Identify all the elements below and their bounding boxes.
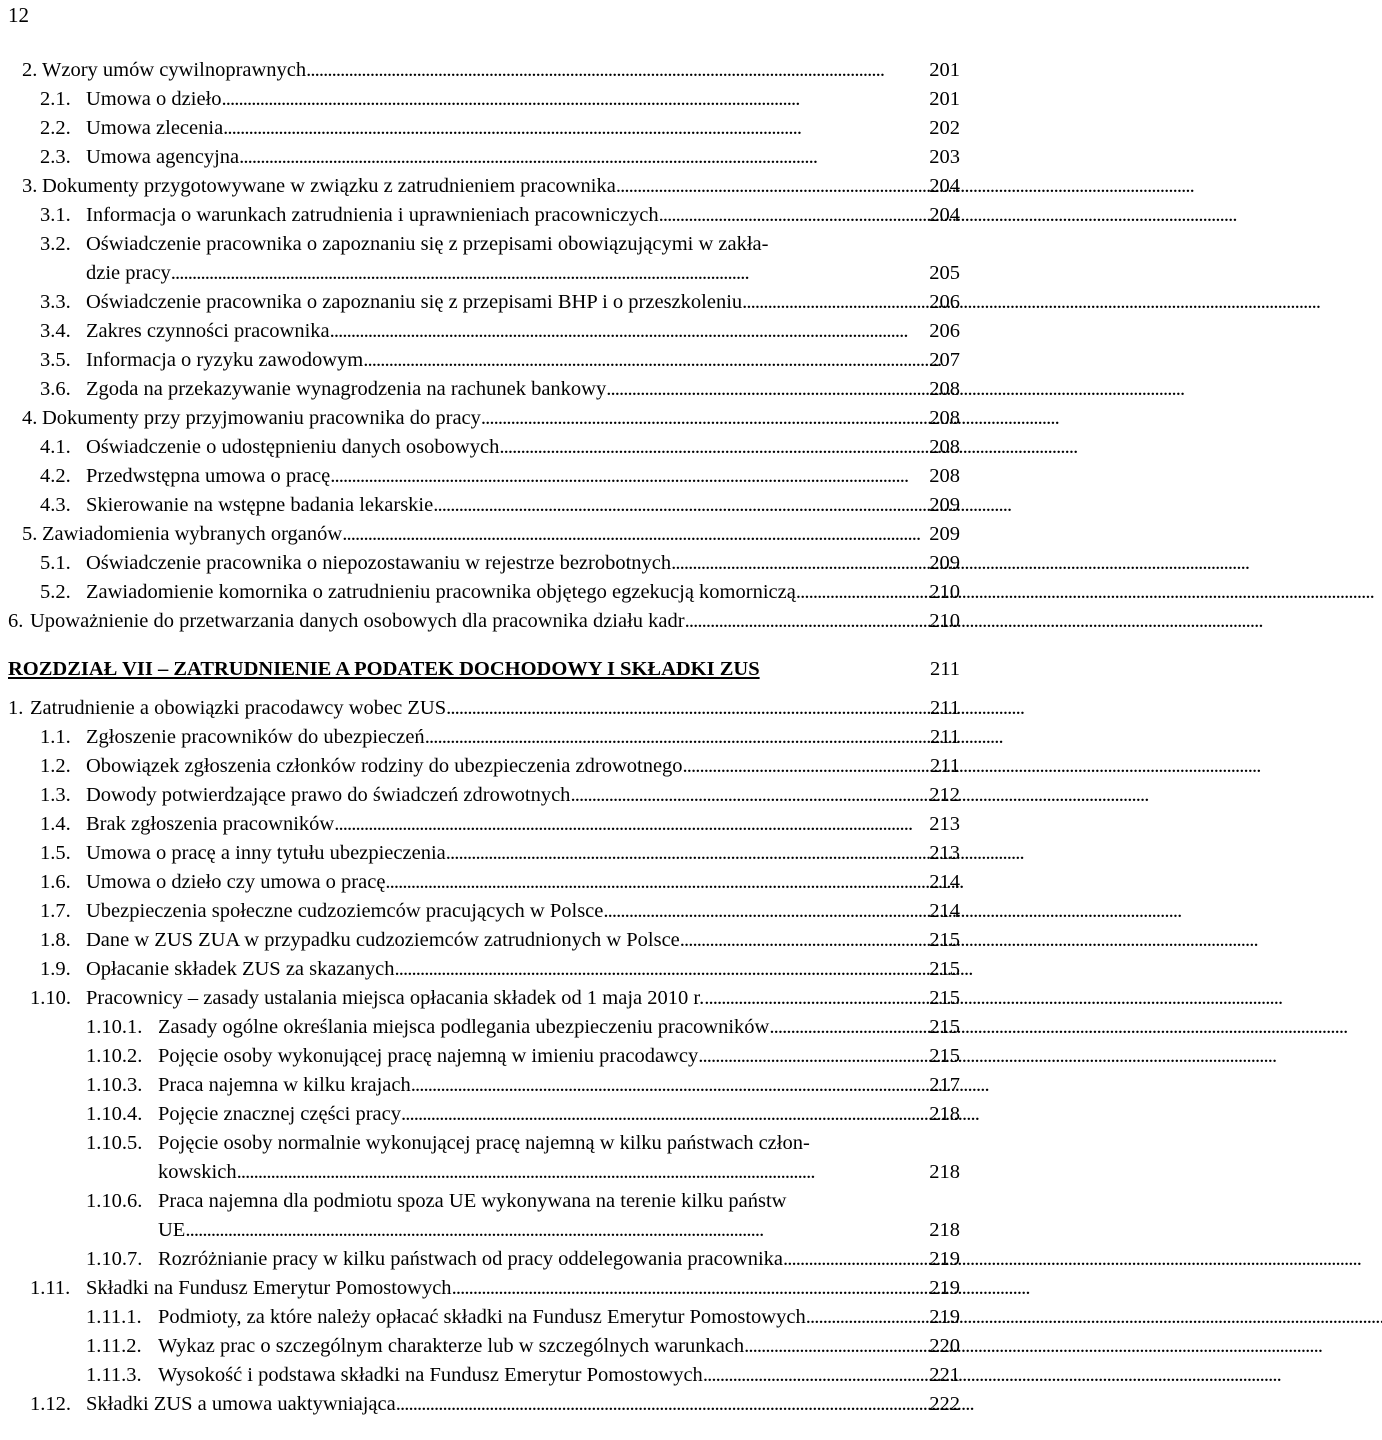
toc-entry-page: 218 <box>929 1219 960 1241</box>
toc-entry-title: Pojęcie znacznej części pracy <box>158 1103 401 1125</box>
toc-entry-number: 1.10.7. <box>86 1248 143 1270</box>
toc-entry-number: 5. <box>22 523 38 545</box>
toc-entry-page: 214 <box>929 900 960 922</box>
toc-entry[interactable] <box>0 1013 960 1042</box>
dot-leader <box>239 143 920 172</box>
toc-entry-body <box>158 1361 920 1390</box>
toc-entry-body <box>158 1158 920 1187</box>
toc-entry-page: 222 <box>929 1393 960 1415</box>
toc-entry-page: 207 <box>929 349 960 371</box>
toc-entry[interactable] <box>0 1361 960 1390</box>
toc-entry[interactable] <box>0 839 960 868</box>
toc-entry-number: 3.5. <box>40 349 71 371</box>
toc-entry[interactable] <box>0 1216 960 1245</box>
toc-entry[interactable] <box>0 1187 960 1216</box>
toc-entry-number: 3. <box>22 175 38 197</box>
toc-entry-body <box>158 1332 920 1361</box>
toc-entry-number: 1.2. <box>40 755 71 777</box>
toc-entry-body <box>86 491 920 520</box>
dot-leader <box>342 520 920 549</box>
toc-entry-page: 201 <box>929 59 960 81</box>
toc-entry-body <box>158 1129 920 1158</box>
toc-entry-title: Rozróżnianie pracy w kilku państwach od pracy oddelegowania pracownika <box>158 1248 784 1270</box>
toc-entry-title: Pojęcie osoby normalnie wykonującej pracę najemną w kilku państwach człon- <box>158 1132 810 1154</box>
dot-leader <box>742 288 1318 317</box>
dot-leader <box>334 810 920 839</box>
toc-entry-number: 2. <box>22 59 38 81</box>
toc-entry-number: 1.12. <box>30 1393 71 1415</box>
toc-entry-body <box>158 1100 920 1129</box>
toc-entry[interactable] <box>0 1303 960 1332</box>
toc-entry-number: 5.1. <box>40 552 71 574</box>
toc-entry[interactable] <box>0 955 960 984</box>
toc-entry-body <box>86 897 920 926</box>
toc-entry[interactable] <box>0 114 960 143</box>
toc-entry[interactable] <box>0 810 960 839</box>
dot-leader <box>185 1216 920 1245</box>
dot-leader <box>481 404 1057 433</box>
toc-entry-body <box>86 839 920 868</box>
toc-entry-number: 4. <box>22 407 38 429</box>
toc-entry-number: 1.10.4. <box>86 1103 143 1125</box>
dot-leader <box>606 375 1182 404</box>
toc-section-b <box>0 694 960 1419</box>
toc-entry-page: 210 <box>929 581 960 603</box>
toc-entry[interactable] <box>0 404 960 433</box>
toc-entry-title: kowskich <box>158 1161 237 1183</box>
toc-entry-body <box>42 172 920 201</box>
toc-entry-body <box>158 1303 920 1332</box>
toc-entry-number: 1.10.1. <box>86 1016 143 1038</box>
toc-entry-page: 213 <box>929 813 960 835</box>
toc-entry[interactable] <box>0 375 960 404</box>
toc-entry-page: 209 <box>929 552 960 574</box>
dot-leader <box>796 578 1372 607</box>
toc-entry-page: 208 <box>929 436 960 458</box>
dot-leader <box>783 1245 1359 1274</box>
toc-entry-title: Oświadczenie pracownika o zapoznaniu się z przepisami BHP i o przeszkoleniu <box>86 291 743 313</box>
toc-entry-number: 1.7. <box>40 900 71 922</box>
toc-entry-title: Wzory umów cywilnoprawnych <box>42 59 307 81</box>
toc-entry-title: Zatrudnienie a obowiązki pracodawcy wobec ZUS <box>30 697 447 719</box>
toc-entry-page: 211 <box>930 755 960 777</box>
toc-entry-number: 1.9. <box>40 958 71 980</box>
toc-entry[interactable] <box>0 1071 960 1100</box>
toc-entry-body <box>158 1187 920 1216</box>
toc-entry[interactable] <box>0 1100 960 1129</box>
toc-entry-page: 215 <box>929 987 960 1009</box>
toc-entry-body <box>42 404 920 433</box>
toc-entry[interactable] <box>0 578 960 607</box>
toc-entry-body <box>86 578 920 607</box>
toc-entry[interactable] <box>0 520 960 549</box>
toc-entry-title: Wysokość i podstawa składki na Fundusz Emerytur Pomostowych <box>158 1364 703 1386</box>
toc-entry-body <box>158 1245 920 1274</box>
toc-entry-page: 219 <box>929 1277 960 1299</box>
toc-entry[interactable] <box>0 926 960 955</box>
toc-entry[interactable] <box>0 1042 960 1071</box>
toc-entry-number: 2.2. <box>40 117 71 139</box>
dot-leader <box>683 752 1259 781</box>
toc-entry-title: Opłacanie składek ZUS za skazanych <box>86 958 395 980</box>
toc-entry-page: 213 <box>929 842 960 864</box>
toc-entry-page: 219 <box>929 1248 960 1270</box>
toc-entry[interactable] <box>0 984 960 1013</box>
toc-entry[interactable] <box>0 230 960 259</box>
toc-entry-title: Dokumenty przy przyjmowaniu pracownika do pracy <box>42 407 481 429</box>
toc-entry-page: 205 <box>929 262 960 284</box>
toc-entry-number: 1.10. <box>30 987 71 1009</box>
toc-entry-page: 203 <box>929 146 960 168</box>
toc-entry-title: Ubezpieczenia społeczne cudzoziemców pracujących w Polsce <box>86 900 604 922</box>
toc-entry-body <box>158 1216 920 1245</box>
dot-leader <box>395 955 971 984</box>
toc-entry-body <box>30 607 920 636</box>
toc-entry-body <box>86 752 920 781</box>
dot-leader <box>396 1390 972 1419</box>
toc-entry-number: 2.1. <box>40 88 71 110</box>
toc-entry-title: UE <box>158 1219 186 1241</box>
toc-entry-page: 206 <box>929 320 960 342</box>
toc-entry-title: Zakres czynności pracownika <box>86 320 330 342</box>
toc-entry[interactable] <box>0 607 960 636</box>
dot-leader <box>704 984 1280 1013</box>
toc-entry-page: 215 <box>929 1016 960 1038</box>
toc-entry-title: Upoważnienie do przetwarzania danych osobowych dla pracownika działu kadr <box>30 610 685 632</box>
toc-entry-number: 1.3. <box>40 784 71 806</box>
toc-entry-number: 1.10.2. <box>86 1045 143 1067</box>
toc-entry-body <box>42 56 920 85</box>
toc-entry-title: Zgoda na przekazywanie wynagrodzenia na rachunek bankowy <box>86 378 607 400</box>
page-number: 12 <box>8 3 29 27</box>
toc-entry-body <box>86 984 920 1013</box>
toc-entry[interactable] <box>0 288 960 317</box>
toc-entry-body <box>86 346 920 375</box>
toc-entry-title: Informacja o warunkach zatrudnienia i uprawnieniach pracowniczych <box>86 204 659 226</box>
dot-leader <box>603 897 1179 926</box>
chapter-page: 211 <box>930 658 960 680</box>
dot-leader <box>680 926 1256 955</box>
toc-entry-number: 1.11.3. <box>86 1364 142 1386</box>
toc-entry[interactable] <box>0 1245 960 1274</box>
toc-entry[interactable] <box>0 781 960 810</box>
toc-entry-number: 4.2. <box>40 465 71 487</box>
dot-leader <box>401 1100 977 1129</box>
toc-entry[interactable] <box>0 1129 960 1158</box>
toc-entry-number: 1.5. <box>40 842 71 864</box>
dot-leader <box>425 723 1001 752</box>
dot-leader <box>411 1071 987 1100</box>
toc-entry-body <box>158 1013 920 1042</box>
toc-entry-page: 210 <box>929 610 960 632</box>
toc-entry-number: 1.10.3. <box>86 1074 143 1096</box>
toc-entry-body <box>86 201 920 230</box>
toc-entry-page: 209 <box>929 523 960 545</box>
toc-entry-title: Dokumenty przygotowywane w związku z zatrudnieniem pracownika <box>42 175 616 197</box>
toc-entry[interactable] <box>0 85 960 114</box>
toc-entry-page: 209 <box>929 494 960 516</box>
toc-entry[interactable] <box>0 433 960 462</box>
toc-entry-title: Podmioty, za które należy opłacać składki na Fundusz Emerytur Pomostowych <box>158 1306 806 1328</box>
toc-section-a <box>0 56 960 636</box>
toc-entry-number: 3.3. <box>40 291 71 313</box>
chapter-heading[interactable] <box>0 655 960 684</box>
table-of-contents <box>0 56 960 1419</box>
toc-entry-number: 6. <box>8 610 24 632</box>
dot-leader <box>744 1332 1320 1361</box>
toc-entry-title: Umowa o dzieło czy umowa o pracę <box>86 871 386 893</box>
toc-entry-body <box>86 230 920 259</box>
toc-entry-title: Umowa agencyjna <box>86 146 240 168</box>
dot-leader <box>222 85 921 114</box>
toc-entry-page: 204 <box>929 175 960 197</box>
toc-entry-title: Przedwstępna umowa o pracę <box>86 465 331 487</box>
toc-entry-title: Zawiadomienie komornika o zatrudnieniu pracownika objętego egzekucją komorniczą <box>86 581 796 603</box>
toc-entry-number: 3.1. <box>40 204 71 226</box>
toc-entry-body <box>86 259 920 288</box>
dot-leader <box>769 1013 1345 1042</box>
toc-entry[interactable] <box>0 172 960 201</box>
toc-entry-body <box>42 520 920 549</box>
dot-leader <box>685 607 1261 636</box>
toc-entry-title: Umowa o pracę a inny tytułu ubezpieczenia <box>86 842 446 864</box>
dot-leader <box>616 172 1192 201</box>
toc-entry[interactable] <box>0 1158 960 1187</box>
toc-entry-body <box>86 955 920 984</box>
toc-entry-title: Dane w ZUS ZUA w przypadku cudzoziemców zatrudnionych w Polsce <box>86 929 680 951</box>
toc-entry-body <box>86 317 920 346</box>
toc-entry-title: Zasady ogólne określania miejsca podlegania ubezpieczeniu pracowników <box>158 1016 770 1038</box>
toc-entry-title: Składki ZUS a umowa uaktywniająca <box>86 1393 396 1415</box>
toc-entry-page: 208 <box>929 378 960 400</box>
toc-entry-page: 211 <box>930 697 960 719</box>
toc-entry-body <box>86 549 920 578</box>
dot-leader <box>698 1042 1274 1071</box>
toc-entry[interactable] <box>0 868 960 897</box>
chapter-title: ROZDZIAŁ VII – ZATRUDNIENIE A PODATEK DOCHODOWY I SKŁADKI ZUS <box>8 658 760 680</box>
toc-entry-body <box>86 288 920 317</box>
toc-entry-number: 1.11.1. <box>86 1306 142 1328</box>
dot-leader <box>330 317 920 346</box>
toc-entry-body <box>86 1390 920 1419</box>
toc-entry-number: 1.6. <box>40 871 71 893</box>
toc-entry-title: Brak zgłoszenia pracowników <box>86 813 335 835</box>
toc-entry-title: Oświadczenie pracownika o zapoznaniu się z przepisami obowiązującymi w zakła- <box>86 233 769 255</box>
toc-entry[interactable] <box>0 346 960 375</box>
toc-entry[interactable] <box>0 56 960 85</box>
toc-entry-page: 202 <box>929 117 960 139</box>
toc-entry-title: Zawiadomienia wybranych organów <box>42 523 343 545</box>
toc-entry-title: Oświadczenie pracownika o niepozostawaniu w rejestrze bezrobotnych <box>86 552 672 574</box>
toc-entry-number: 1. <box>8 697 24 719</box>
toc-entry-body <box>86 1274 920 1303</box>
toc-entry[interactable] <box>0 694 960 723</box>
toc-entry-page: 220 <box>929 1335 960 1357</box>
toc-entry[interactable] <box>0 1274 960 1303</box>
toc-entry-title: Praca najemna dla podmiotu spoza UE wykonywana na terenie kilku państw <box>158 1190 787 1212</box>
toc-entry-page: 215 <box>929 929 960 951</box>
toc-entry-body <box>158 1071 920 1100</box>
toc-entry-title: Umowa zlecenia <box>86 117 224 139</box>
toc-entry-page: 206 <box>929 291 960 313</box>
toc-entry-page: 218 <box>929 1103 960 1125</box>
toc-entry[interactable] <box>0 462 960 491</box>
toc-entry[interactable] <box>0 1332 960 1361</box>
dot-leader <box>237 1158 920 1187</box>
toc-entry-body <box>86 85 920 114</box>
toc-entry-page: 211 <box>930 726 960 748</box>
toc-entry-number: 1.11.2. <box>86 1335 142 1357</box>
toc-entry[interactable] <box>0 317 960 346</box>
toc-entry-number: 1.8. <box>40 929 71 951</box>
toc-entry-number: 3.4. <box>40 320 71 342</box>
toc-entry-body <box>86 781 920 810</box>
dot-leader <box>703 1361 1279 1390</box>
toc-entry-page: 215 <box>929 958 960 980</box>
dot-leader <box>223 114 920 143</box>
toc-entry-page: 214 <box>929 871 960 893</box>
dot-leader <box>363 346 939 375</box>
toc-entry-page: 215 <box>929 1045 960 1067</box>
toc-entry-page: 212 <box>929 784 960 806</box>
toc-entry-number: 4.3. <box>40 494 71 516</box>
toc-entry-body <box>86 723 920 752</box>
toc-entry-title: Pojęcie osoby wykonującej pracę najemną w imieniu pracodawcy <box>158 1045 699 1067</box>
toc-entry[interactable] <box>0 143 960 172</box>
toc-entry-number: 5.2. <box>40 581 71 603</box>
toc-entry-title: Praca najemna w kilku krajach <box>158 1074 411 1096</box>
toc-entry[interactable] <box>0 897 960 926</box>
toc-entry[interactable] <box>0 549 960 578</box>
toc-entry-number: 4.1. <box>40 436 71 458</box>
toc-entry-title: Obowiązek zgłoszenia członków rodziny do ubezpieczenia zdrowotnego <box>86 755 683 777</box>
toc-entry[interactable] <box>0 259 960 288</box>
toc-entry-page: 218 <box>929 1161 960 1183</box>
toc-entry-body <box>86 810 920 839</box>
toc-entry-page: 221 <box>929 1364 960 1386</box>
dot-leader <box>806 1303 1382 1332</box>
toc-entry-page: 201 <box>929 88 960 110</box>
toc-entry[interactable] <box>0 723 960 752</box>
toc-entry-number: 1.1. <box>40 726 71 748</box>
toc-entry-number: 1.10.5. <box>86 1132 143 1154</box>
toc-entry-body <box>158 1042 920 1071</box>
dot-leader <box>570 781 1146 810</box>
toc-entry-number: 3.2. <box>40 233 71 255</box>
toc-entry-page: 217 <box>929 1074 960 1096</box>
toc-entry-body <box>86 143 920 172</box>
toc-entry-title: Skierowanie na wstępne badania lekarskie <box>86 494 434 516</box>
dot-leader <box>330 462 920 491</box>
toc-entry-page: 219 <box>929 1306 960 1328</box>
toc-entry-number: 3.6. <box>40 378 71 400</box>
toc-entry-title: Oświadczenie o udostępnieniu danych osobowych <box>86 436 500 458</box>
dot-leader <box>385 868 961 897</box>
toc-entry-body <box>86 375 920 404</box>
dot-leader <box>171 259 920 288</box>
dot-leader <box>306 56 920 85</box>
toc-entry-page: 204 <box>929 204 960 226</box>
toc-entry-number: 2.3. <box>40 146 71 168</box>
toc-entry[interactable] <box>0 491 960 520</box>
toc-entry-title: Zgłoszenie pracowników do ubezpieczeń <box>86 726 425 748</box>
toc-entry-title: Pracownicy – zasady ustalania miejsca opłacania składek od 1 maja 2010 r. <box>86 987 705 1009</box>
toc-entry-title: Dowody potwierdzające prawo do świadczeń zdrowotnych <box>86 784 571 806</box>
toc-entry[interactable] <box>0 201 960 230</box>
toc-entry-body <box>86 433 920 462</box>
toc-entry-title: Umowa o dzieło <box>86 88 222 110</box>
toc-entry-body <box>86 926 920 955</box>
toc-entry-body <box>30 694 920 723</box>
dot-leader <box>499 433 1075 462</box>
toc-entry-title: Informacja o ryzyku zawodowym <box>86 349 364 371</box>
toc-entry-title: dzie pracy <box>86 262 171 284</box>
toc-entry[interactable] <box>0 1390 960 1419</box>
toc-entry-page: 208 <box>929 407 960 429</box>
toc-entry-number: 1.11. <box>30 1277 71 1299</box>
toc-entry-number: 1.10.6. <box>86 1190 143 1212</box>
toc-entry-title: Wykaz prac o szczególnym charakterze lub w szczególnych warunkach <box>158 1335 745 1357</box>
toc-entry-body <box>86 868 920 897</box>
toc-entry-page: 208 <box>929 465 960 487</box>
toc-entry[interactable] <box>0 752 960 781</box>
toc-entry-number: 1.4. <box>40 813 71 835</box>
toc-entry-body <box>86 462 920 491</box>
toc-entry-body <box>86 114 920 143</box>
toc-entry-title: Składki na Fundusz Emerytur Pomostowych <box>86 1277 452 1299</box>
